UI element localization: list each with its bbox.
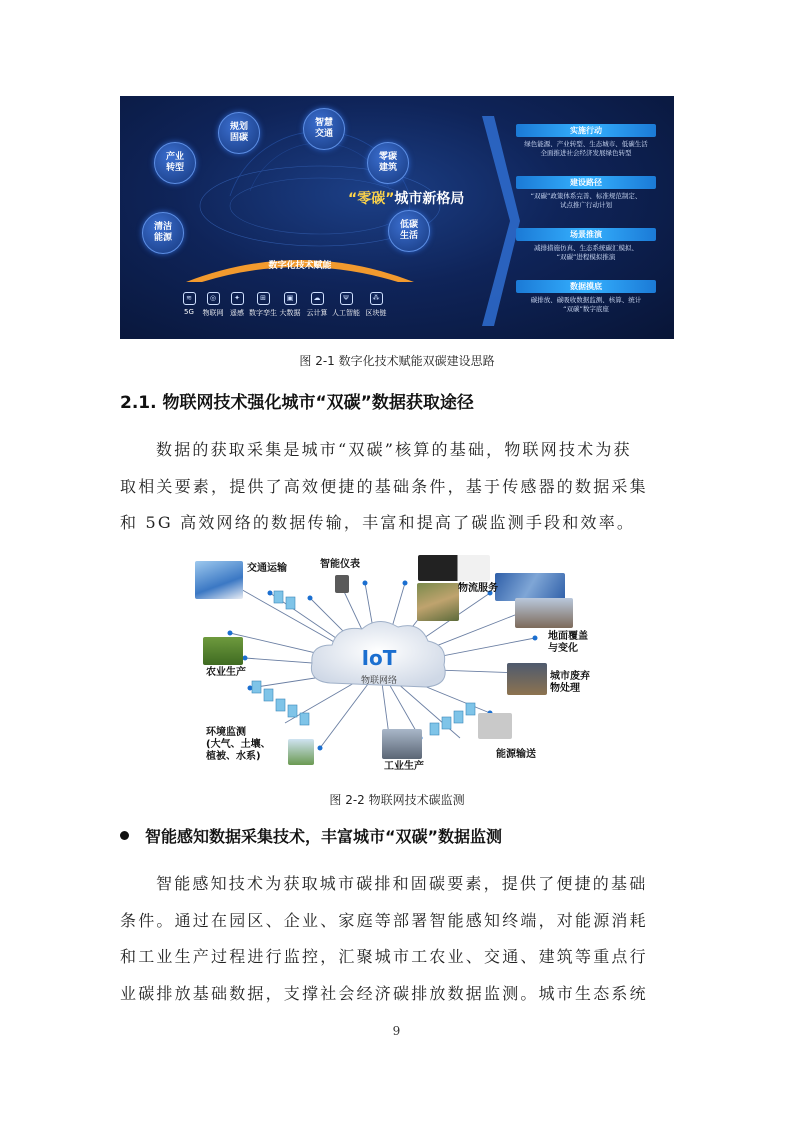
agriculture-photo [203,637,243,665]
node-zero-carbon-building: 零碳 建筑 [367,142,409,184]
satellite-photo [495,573,565,601]
para2-line-3: 和工业生产过程进行监控，汇聚城市工农业、交通、建筑等重点行 [120,947,648,966]
aerial-land-photo [417,583,459,621]
cloud-icon: ☁ [311,292,324,305]
steps-panel [500,104,668,332]
node-low-carbon-life: 低碳 生活 [388,210,430,252]
blockchain-icon: ⁂ [370,292,383,305]
waste-plant-photo [507,663,547,695]
para2-line-1: 智能感知技术为获取城市碳排和固碳要素，提供了便捷的基础 [156,874,648,893]
energy-container-photo [478,713,512,739]
label-logistics: 物流服务 [458,583,498,594]
figure-digital-carbon [120,96,674,339]
node-clean-energy: 清洁 能源 [142,212,184,254]
arc-label: 数字化技术赋能 [268,261,332,271]
tech-5g: ≋ 5G [184,294,194,316]
label-waste: 城市废弃 物处理 [550,671,590,694]
tech-big-data: ▣ 大数据 [279,294,301,317]
label-energy: 能源输送 [496,749,536,760]
step-scenario: 场景推演 减排措施仿真、生态系统碳汇模拟、 “双碳”进程模拟推演 [500,228,668,276]
transport-photo [195,561,243,599]
bullet-heading: 智能感知数据采集技术，丰富城市“双碳”数据监测 [120,824,680,847]
label-industry: 工业生产 [384,761,424,772]
para2-line-4: 业碳排放基础数据，支撑社会经济碳排放数据监测。城市生态系统 [120,983,648,1003]
node-smart-transport: 智慧 交通 [303,108,345,150]
industry-photo [382,729,422,759]
tech-cloud: ☁ 云计算 [306,294,328,317]
step-data-survey: 数据摸底 碳排放、碳吸收数据监测、核算、统计 “双碳”数字底座 [500,280,668,328]
ai-icon: Ψ [340,292,353,305]
iot-network-label: 物联网络 [360,676,397,686]
figure-iot-monitoring [190,553,600,775]
tech-blockchain: ⁂ 区块链 [365,294,387,317]
tech-remote-sensing: ✦ 遥感 [230,294,244,317]
label-smart-meter: 智能仪表 [320,559,360,570]
logistics-truck-photo [418,555,490,581]
figure2-caption: 图 2-2 物联网技术碳监测 [329,793,465,807]
label-environment: 环境监测 (大气、土壤、 植被、水系) [206,727,271,762]
label-agriculture: 农业生产 [206,667,246,678]
iot-label: IoT [361,646,397,670]
node-industry-transformation: 产业 转型 [154,142,196,184]
para1-line-2: 取相关要素，提供了高效便捷的基础条件，基于传感器的数据采集 [120,476,648,496]
section-heading: 2.1. 物联网技术强化城市“双碳”数据获取途径 [120,393,474,413]
wifi-icon: ≋ [183,292,196,305]
chip-icon: ▣ [284,292,297,305]
page-number: 9 [392,1024,401,1038]
label-transport: 交通运输 [247,563,287,574]
tech-iot: ◎ 物联网 [202,294,224,317]
paragraph-1 [120,432,674,542]
para1-line-3: 和 5G 高效网络的数据传输，丰富和提高了碳监测手段和效率。 [120,513,636,532]
smart-meter-photo [335,575,349,593]
tech-digital-twin: ⊞ 数字孪生 [249,294,277,317]
step-path: 建设路径 “双碳”政策体系完善、标准规范制定、 试点推广行动计划 [500,176,668,224]
figure1-caption: 图 2-1 数字化技术赋能双碳建设思路 [299,354,495,368]
step-implementation: 实施行动 绿色能源、产业转型、生态城市、低碳生活 全面推进社会经济发展绿色转型 [500,124,668,172]
twin-icon: ⊞ [257,292,270,305]
satellite-icon: ✦ [231,292,244,305]
node-planning-carbon-sink: 规划 固碳 [218,112,260,154]
drone-photo [515,598,573,628]
environment-photo [288,739,314,765]
para2-line-2: 条件。通过在园区、企业、家庭等部署智能感知终端，对能源消耗 [120,910,648,930]
label-land-cover: 地面覆盖 与变化 [548,631,588,654]
para1-line-1: 数据的获取采集是城市“双碳”核算的基础，物联网技术为获 [156,440,632,459]
bullet-icon [120,831,129,840]
iot-icon: ◎ [207,292,220,305]
figure1-center-title: “零碳”城市新格局 [348,191,465,207]
tech-ai: Ψ 人工智能 [332,294,360,317]
paragraph-2 [120,866,674,1012]
